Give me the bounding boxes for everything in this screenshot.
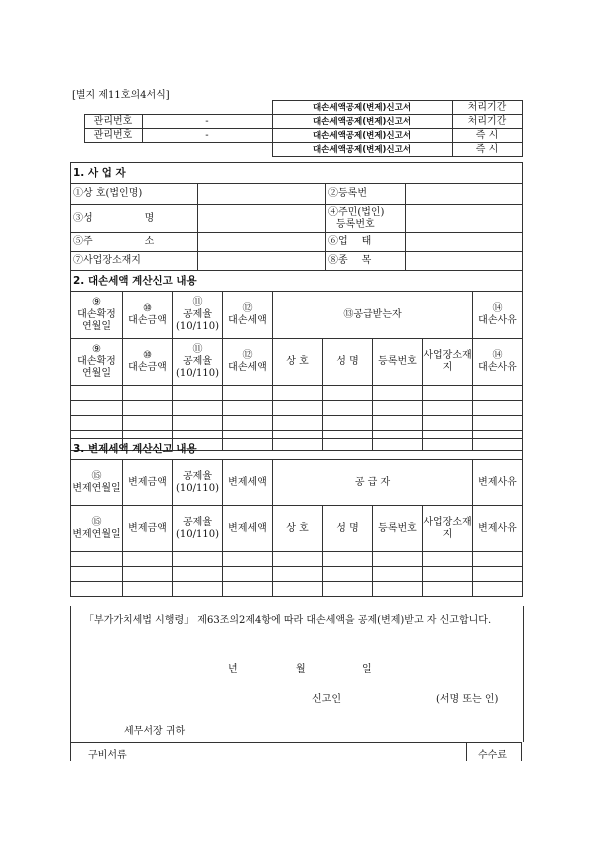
reg-no-label: ②등록번 bbox=[326, 184, 406, 205]
section3-heading: 3. 변제세액 계산신고 내용 bbox=[71, 439, 523, 460]
col-repay-rate: 공제율 (10/110) bbox=[173, 460, 223, 506]
col-supplier-reg: 등록번호 bbox=[373, 506, 423, 552]
resident-no-field[interactable] bbox=[406, 205, 523, 233]
col-person-name: 성 명 bbox=[323, 339, 373, 386]
header-table bbox=[70, 100, 523, 157]
form-title-2: 대손세액공제(변제)신고서 bbox=[272, 115, 452, 129]
form-title-4: 대손세액공제(변제)신고서 bbox=[272, 143, 452, 157]
name-field[interactable] bbox=[198, 205, 326, 233]
col-bad-debt-tax: ⑫ 대손세액 bbox=[223, 292, 273, 339]
fee-label: 수수료 bbox=[478, 750, 507, 761]
col-supplier-name: 상 호 bbox=[273, 506, 323, 552]
year-label: 년 bbox=[228, 664, 238, 675]
business-table bbox=[70, 162, 523, 271]
resident-no-label: ④주민(법인) 등록번호 bbox=[326, 205, 406, 233]
mgmt-label: 관리번호 bbox=[84, 115, 142, 129]
location-field[interactable] bbox=[198, 252, 326, 271]
mgmt-value-2[interactable]: - bbox=[142, 129, 272, 143]
required-docs-label: 구비서류 bbox=[88, 750, 127, 761]
bad-debt-table bbox=[70, 270, 523, 451]
col-repay-amount-2: 변제금액 bbox=[123, 506, 173, 552]
immediate-label: 즉 시 bbox=[452, 129, 522, 143]
section1-heading: 1. 사 업 자 bbox=[71, 163, 523, 184]
col-address: 사업장소재지 bbox=[423, 339, 473, 386]
repayment-table bbox=[70, 438, 523, 597]
processing-period-label-2: 처리기간 bbox=[452, 115, 522, 129]
col-repay-amount: 변제금액 bbox=[123, 460, 173, 506]
col-bad-debt-date: ⑨ 대손확정 연월일 bbox=[71, 292, 123, 339]
item-label: ⑧종 목 bbox=[326, 252, 406, 271]
col-repay-reason: 변제사유 bbox=[473, 460, 523, 506]
col-reg-no: 등록번호 bbox=[373, 339, 423, 386]
reg-no-field[interactable] bbox=[406, 184, 523, 205]
name-label: ③성 명 bbox=[71, 205, 198, 233]
business-type-field[interactable] bbox=[406, 233, 523, 252]
col-repay-reason-2: 변제사유 bbox=[473, 506, 523, 552]
mgmt-value[interactable]: - bbox=[142, 115, 272, 129]
section2-heading: 2. 대손세액 계산신고 내용 bbox=[71, 271, 523, 292]
processing-period-label: 처리기간 bbox=[452, 101, 522, 115]
col-reason-2: ⑭ 대손사유 bbox=[473, 339, 523, 386]
col-rate-2: ⑪ 공제율 (10/110) bbox=[173, 339, 223, 386]
address-label: ⑤주 소 bbox=[71, 233, 198, 252]
col-trade-name: 상 호 bbox=[273, 339, 323, 386]
col-repay-tax-2: 변제세액 bbox=[223, 506, 273, 552]
table-row bbox=[71, 416, 523, 431]
col-recipient: ⑬공급받는자 bbox=[273, 292, 473, 339]
item-field[interactable] bbox=[406, 252, 523, 271]
table-row bbox=[71, 401, 523, 416]
col-repay-date: ⑮ 변제연월일 bbox=[71, 460, 123, 506]
table-row bbox=[71, 567, 523, 582]
mgmt-label-2: 관리번호 bbox=[84, 129, 142, 143]
col-repay-tax: 변제세액 bbox=[223, 460, 273, 506]
form-label: [별지 제11호의4서식] bbox=[72, 90, 170, 101]
table-row bbox=[71, 386, 523, 401]
business-type-label: ⑥업 태 bbox=[326, 233, 406, 252]
location-label: ⑦사업장소재지 bbox=[71, 252, 198, 271]
signature-label[interactable]: (서명 또는 인) bbox=[436, 694, 499, 705]
col-supplier: 공 급 자 bbox=[273, 460, 473, 506]
day-label: 일 bbox=[362, 664, 372, 675]
footer-row bbox=[70, 742, 522, 761]
month-label: 월 bbox=[296, 664, 306, 675]
col-supplier-addr: 사업장소재지 bbox=[423, 506, 473, 552]
col-bad-debt-amount-2: ⑩ 대손금액 bbox=[123, 339, 173, 386]
table-row bbox=[71, 552, 523, 567]
form-title-3: 대손세액공제(변제)신고서 bbox=[272, 129, 452, 143]
declaration-text: 「부가가치세법 시행령」 제63조의2제4항에 따라 대손세액을 공제(변제)받고 자 신고합니다. bbox=[84, 615, 492, 626]
reporter-label: 신고인 bbox=[312, 694, 341, 705]
col-bad-debt-amount: ⑩ 대손금액 bbox=[123, 292, 173, 339]
col-reason: ⑭ 대손사유 bbox=[473, 292, 523, 339]
col-rate: ⑪ 공제율 (10/110) bbox=[173, 292, 223, 339]
immediate-label-2: 즉 시 bbox=[452, 143, 522, 157]
tax-office-label: 세무서장 귀하 bbox=[124, 726, 186, 737]
form-title: 대손세액공제(변제)신고서 bbox=[272, 101, 452, 115]
col-supplier-person: 성 명 bbox=[323, 506, 373, 552]
address-field[interactable] bbox=[198, 233, 326, 252]
trade-name-field[interactable] bbox=[198, 184, 326, 205]
trade-name-label: ①상 호(법인명) bbox=[71, 184, 198, 205]
col-repay-date-2: ⑮ 변제연월일 bbox=[71, 506, 123, 552]
table-row bbox=[71, 582, 523, 597]
col-bad-debt-tax-2: ⑫ 대손세액 bbox=[223, 339, 273, 386]
col-repay-rate-2: 공제율 (10/110) bbox=[173, 506, 223, 552]
col-bad-debt-date-2: ⑨ 대손확정 연월일 bbox=[71, 339, 123, 386]
